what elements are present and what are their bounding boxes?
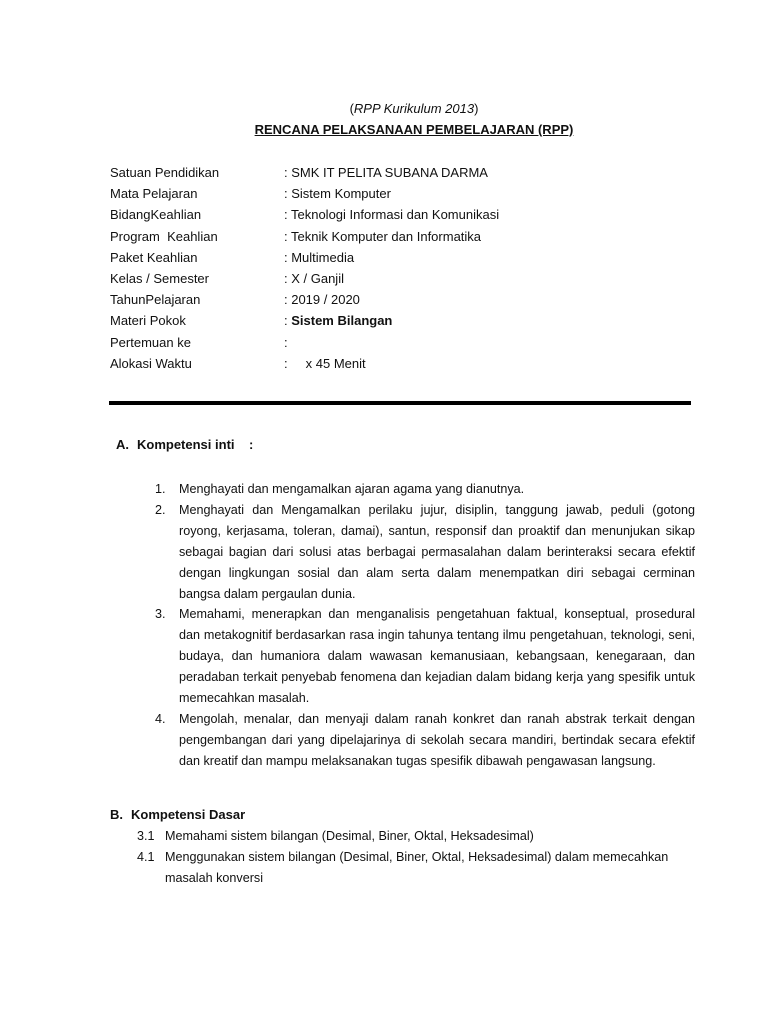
identity-value <box>284 228 670 249</box>
identity-value-text: : Teknologi Informasi dan Komunikasi <box>284 207 500 223</box>
list-item-text: Menggunakan sistem bilangan (Desimal, Biner, Oktal, Heksadesimal) dalam memecahkan masalah konversi <box>165 850 669 885</box>
subtitle-italic: RPP Kurikulum 2013 <box>353 101 475 116</box>
identity-value-text: : Multimedia <box>284 249 355 265</box>
list-item <box>155 500 695 605</box>
identity-row <box>110 164 670 185</box>
identity-label: Mata Pelajaran <box>110 186 198 202</box>
identity-table <box>110 164 670 376</box>
identity-row <box>110 291 670 312</box>
kompetensi-dasar-list <box>137 826 697 889</box>
identity-value <box>284 270 670 291</box>
identity-row <box>110 355 670 376</box>
document-subtitle <box>0 101 768 117</box>
list-item-text: Menghayati dan mengamalkan ajaran agama yang dianutnya. <box>179 482 525 496</box>
section-a-title: Kompetensi inti : <box>137 437 254 452</box>
list-item-text: Mengolah, menalar, dan menyaji dalam ranah konkret dan ranah abstrak terkait dengan pengembangan dari yang dipelajarinya di sekolah secara mandiri, bertindak secara efektif dan kreatif dan mampu melaksanakan tugas spesifik dibawah pengawasan langsung. <box>179 711 695 768</box>
identity-row <box>110 270 670 291</box>
kompetensi-inti-list <box>155 479 695 772</box>
identity-label: Pertemuan ke <box>110 334 191 350</box>
list-item <box>137 826 697 847</box>
list-item <box>155 479 695 500</box>
identity-value-text: : <box>284 313 292 329</box>
list-item-number: 3. <box>155 607 166 622</box>
identity-value <box>284 334 670 355</box>
identity-value <box>284 312 670 333</box>
identity-label: Kelas / Semester <box>110 270 209 286</box>
identity-value-text: : Teknik Komputer dan Informatika <box>284 228 482 244</box>
subtitle-close: ) <box>474 101 479 116</box>
list-item-text: Memahami, menerapkan dan menganalisis pengetahuan faktual, konseptual, prosedural dan metakognitif berdasarkan rasa ingin tahunya tentang ilmu pengetahuan, teknologi, seni, budaya, dan humaniora dalam wawasan kemanusiaan, kebangsaan, kenegaraan, dan peradaban terkait penyebab fenomena dan kejadian dalam bidang kerja yang spesifik untuk memecahkan masalah. <box>179 607 695 706</box>
section-b-letter: B. <box>110 807 123 822</box>
list-item-number: 4.1 <box>137 850 155 864</box>
section-a-letter: A. <box>116 437 129 452</box>
identity-label: TahunPelajaran <box>110 292 201 308</box>
horizontal-divider <box>109 401 691 405</box>
identity-label: Paket Keahlian <box>110 249 198 265</box>
identity-row <box>110 206 670 227</box>
identity-value <box>284 185 670 206</box>
identity-value <box>284 291 670 312</box>
list-item-text: Memahami sistem bilangan (Desimal, Biner, Oktal, Heksadesimal) <box>165 829 534 843</box>
subtitle-open: ( <box>349 101 354 116</box>
identity-value-text: : SMK IT PELITA SUBANA DARMA <box>284 165 488 180</box>
list-item-number: 3.1 <box>137 829 155 843</box>
identity-row <box>110 228 670 249</box>
identity-value-text: : Sistem Komputer <box>284 186 391 202</box>
identity-row <box>110 334 670 355</box>
identity-label: Satuan Pendidikan <box>110 165 220 180</box>
identity-value <box>284 355 670 376</box>
identity-label: Alokasi Waktu <box>110 355 192 371</box>
section-a-heading <box>116 437 253 453</box>
identity-value-text: : X / Ganjil <box>284 270 344 286</box>
list-item <box>137 847 697 889</box>
identity-value <box>284 164 670 185</box>
identity-row <box>110 185 670 206</box>
identity-label: Materi Pokok <box>110 313 186 329</box>
identity-value-text: : x 45 Menit <box>284 355 366 371</box>
identity-value-text: : <box>284 334 288 350</box>
document-title: RENCANA PELAKSANAAN PEMBELAJARAN (RPP) <box>254 122 574 137</box>
identity-row <box>110 312 670 333</box>
identity-value <box>284 249 670 270</box>
identity-label: Program Keahlian <box>110 228 218 244</box>
identity-value <box>284 206 670 227</box>
list-item-number: 2. <box>155 502 166 517</box>
identity-label: BidangKeahlian <box>110 207 202 223</box>
list-item-number: 4. <box>155 711 166 726</box>
identity-value-bold: Sistem Bilangan <box>291 313 393 329</box>
list-item <box>155 604 695 709</box>
section-b-title: Kompetensi Dasar <box>131 807 246 822</box>
list-item <box>155 709 695 772</box>
list-item-number: 1. <box>155 482 166 496</box>
identity-value-text: : 2019 / 2020 <box>284 292 360 308</box>
identity-row <box>110 249 670 270</box>
list-item-text: Menghayati dan Mengamalkan perilaku jujur, disiplin, tanggung jawab, peduli (gotong royong, kerjasama, toleran, damai), santun, responsif dan proaktif dan menunjukan sikap sebagai bagian dari solusi atas berbagai permasalahan dalam berinteraksi secara efektif dengan lingkungan sosial dan alam serta dalam menempatkan diri sebagai cerminan bangsa dalam pergaulan dunia. <box>179 502 695 601</box>
section-b-heading <box>110 807 245 823</box>
